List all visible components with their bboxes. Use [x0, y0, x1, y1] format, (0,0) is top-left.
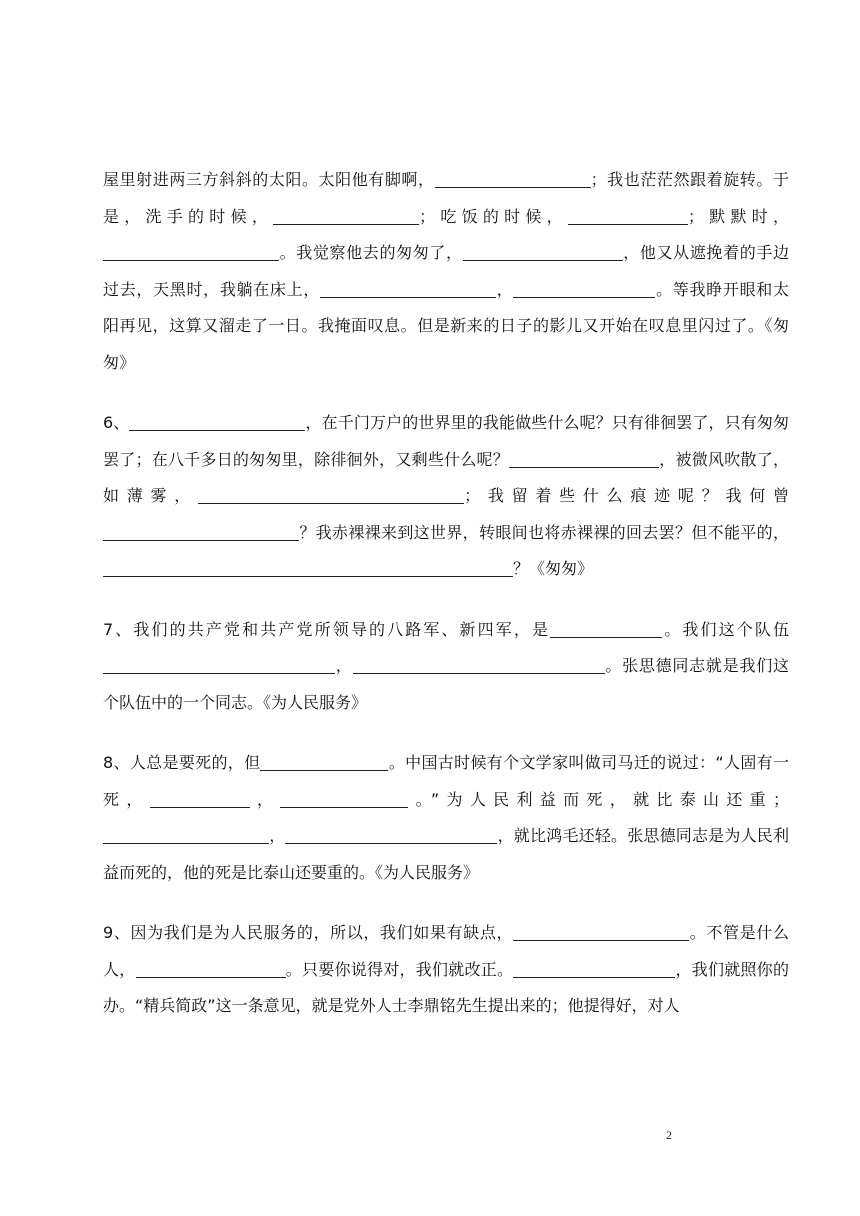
fill-in-blank[interactable]	[103, 656, 335, 674]
text-segment: ，我们就照你的办。“精兵简政”这一条意见，就是党外人士李鼎铭先生提出来的；他提得好，对人	[103, 959, 789, 1015]
fill-in-blank[interactable]	[103, 523, 299, 541]
paragraph-p8	[103, 745, 789, 891]
fill-in-blank[interactable]	[568, 207, 688, 225]
paragraph-p6	[103, 405, 789, 588]
fill-in-blank[interactable]	[129, 413, 305, 431]
text-segment: 。张思德同志就是我们这个队伍中的一个同志。《为人民服务》	[103, 656, 789, 712]
text-segment: 7、我们的共产党和共产党所领导的八路军、新四军，是	[103, 619, 551, 639]
text-segment: ，	[249, 789, 281, 809]
text-segment: 。”为人民利益而死，就比泰山还重；	[408, 789, 789, 809]
text-segment: 。我们这个队伍	[662, 619, 789, 639]
document-body	[103, 162, 789, 1049]
fill-in-blank[interactable]	[150, 790, 250, 808]
text-segment: ，就比鸿毛还轻。张思德同志是为人民利益而死的，他的死是比泰山还要重的。《为人民服务》	[103, 826, 789, 882]
text-segment: ；默默时，	[687, 206, 789, 226]
paragraph-p5	[103, 162, 789, 381]
fill-in-blank[interactable]	[260, 753, 388, 771]
text-segment: ，	[269, 826, 286, 845]
text-segment: ？《匆匆》	[513, 559, 594, 578]
text-segment: 。只要你说得对，我们就改正。	[285, 959, 514, 979]
text-segment: ，	[335, 656, 353, 675]
text-segment: 6、	[103, 413, 130, 432]
fill-in-blank[interactable]	[513, 960, 675, 978]
fill-in-blank[interactable]	[285, 826, 497, 844]
fill-in-blank[interactable]	[103, 243, 279, 261]
text-segment: 。等我睁开眼和太阳再见，这算又溜走了一日。我掩面叹息。但是新来的日子的影儿又开始在叹息里闪过了。《匆匆》	[103, 279, 789, 372]
fill-in-blank[interactable]	[463, 243, 623, 261]
text-segment: ？我赤裸裸来到这世界，转眼间也将赤裸裸的回去罢？但不能平的，	[299, 522, 789, 542]
fill-in-blank[interactable]	[198, 486, 464, 504]
text-segment: 。我觉察他去的匆匆了，	[279, 243, 463, 262]
fill-in-blank[interactable]	[513, 923, 689, 941]
fill-in-blank[interactable]	[513, 280, 655, 298]
text-segment: ，	[496, 279, 514, 299]
text-segment: 9、因为我们是为人民服务的，所以，我们如果有缺点，	[103, 923, 514, 942]
fill-in-blank[interactable]	[280, 790, 408, 808]
fill-in-blank[interactable]	[435, 170, 591, 188]
text-segment: 。不管是什么人，	[103, 923, 789, 979]
text-segment: ；我也茫茫然跟着旋转。于是，洗手的时候，	[103, 170, 789, 226]
paragraph-p9	[103, 915, 789, 1025]
text-segment: 8、人总是要死的，但	[103, 753, 261, 772]
text-segment: ，被微风吹散了，如薄雾，	[103, 449, 789, 505]
text-segment: ；吃饭的时候，	[419, 206, 568, 226]
fill-in-blank[interactable]	[320, 280, 496, 298]
fill-in-blank[interactable]	[273, 207, 419, 225]
text-segment: ，他又从遮挽着的手边过去，天黑时，我躺在床上，	[103, 243, 789, 299]
fill-in-blank[interactable]	[103, 826, 269, 844]
fill-in-blank[interactable]	[353, 656, 605, 674]
text-segment: 。中国古时候有个文学家叫做司马迁的说过：“人固有一死，	[103, 753, 789, 809]
fill-in-blank[interactable]	[509, 450, 659, 468]
paragraph-p7	[103, 612, 789, 722]
text-segment: ；我留着些什么痕迹呢？我何曾	[464, 486, 789, 505]
fill-in-blank[interactable]	[103, 559, 513, 577]
fill-in-blank[interactable]	[136, 960, 286, 978]
fill-in-blank[interactable]	[550, 620, 662, 638]
text-segment: 屋里射进两三方斜斜的太阳。太阳他有脚啊，	[103, 170, 435, 189]
text-segment: ，在千门万户的世界里的我能做些什么呢？只有徘徊罢了，只有匆匆罢了；在八千多日的匆匆里，除徘徊外，又剩些什么呢？	[103, 413, 789, 469]
page-number: 2	[666, 1128, 672, 1142]
